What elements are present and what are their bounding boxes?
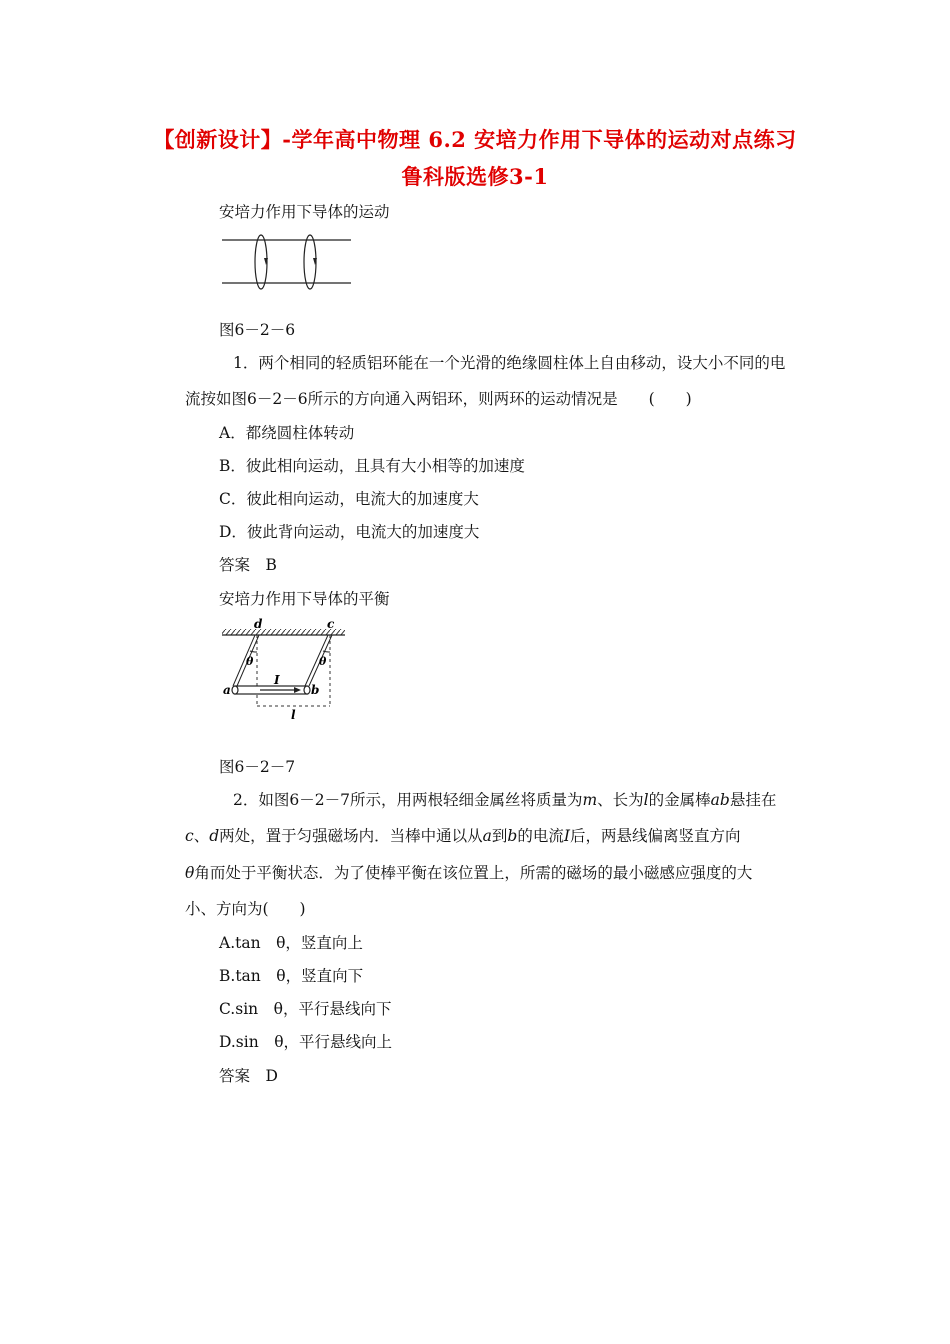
question1-line2: 流按如图6－2－6所示的方向通入两铝环，则两环的运动情况是 ( ) xyxy=(185,390,692,408)
q2-text: 、长为 xyxy=(597,791,644,809)
q2-text: 的电流 xyxy=(517,827,564,845)
var-a: a xyxy=(482,827,492,845)
section2-heading: 安培力作用下导体的平衡 xyxy=(219,590,390,608)
question2-answer: 答案 D xyxy=(219,1067,278,1085)
q2-text: 角而处于平衡状态．为了使棒平衡在该位置上，所需的磁场的最小磁感应强度的大 xyxy=(194,864,753,882)
figure-6-2-6-caption: 图6－2－6 xyxy=(219,321,296,339)
document-title-line1: 【创新设计】-学年高中物理 6.2 安培力作用下导体的运动对点练习 xyxy=(153,127,797,152)
var-I: I xyxy=(563,827,570,845)
var-l: l xyxy=(643,791,649,809)
label-c: c xyxy=(327,617,335,631)
question1-option-b: B．彼此相向运动，且具有大小相等的加速度 xyxy=(219,457,525,475)
document-title-line2: 鲁科版选修3-1 xyxy=(401,164,549,189)
question2-line1 xyxy=(233,788,776,810)
var-c: c xyxy=(185,827,194,845)
var-d: d xyxy=(209,827,220,845)
q2-text: 两处，置于匀强磁场内．当棒中通以从 xyxy=(219,827,483,845)
rod-end-b xyxy=(304,686,310,694)
q2-text: 2．如图6－2－7所示，用两根轻细金属丝将质量为 xyxy=(233,791,583,809)
question1-line1: 1．两个相同的轻质铝环能在一个光滑的绝缘圆柱体上自由移动，设大小不同的电 xyxy=(233,354,786,372)
label-a: a xyxy=(223,683,231,697)
label-d: d xyxy=(254,617,263,631)
question2-line2 xyxy=(185,824,741,846)
question2-option-d: D.sin θ，平行悬线向上 xyxy=(219,1033,393,1051)
var-b: b xyxy=(507,827,518,845)
rod-end-a xyxy=(232,686,238,694)
q2-text: 的金属棒 xyxy=(648,791,711,809)
var-theta: θ xyxy=(185,864,195,882)
question2-option-a: A.tan θ，竖直向上 xyxy=(219,934,363,952)
question2-option-b: B.tan θ，竖直向下 xyxy=(219,967,364,985)
question1-option-a: A．都绕圆柱体转动 xyxy=(219,424,355,442)
q2-text: 后，两悬线偏离竖直方向 xyxy=(570,827,741,845)
question2-line4: 小、方向为( ) xyxy=(185,900,306,918)
label-current-I: I xyxy=(274,673,280,687)
question2-option-c: C.sin θ，平行悬线向下 xyxy=(219,1000,392,1018)
label-b: b xyxy=(311,683,320,697)
question1-option-d: D．彼此背向运动，电流大的加速度大 xyxy=(219,523,480,541)
section1-heading: 安培力作用下导体的运动 xyxy=(219,203,390,221)
var-m: m xyxy=(582,791,598,809)
label-length-l: l xyxy=(291,708,296,722)
question1-option-c: C．彼此相向运动，电流大的加速度大 xyxy=(219,490,479,508)
q2-text: 悬挂在 xyxy=(729,791,777,809)
question1-answer: 答案 B xyxy=(219,556,277,574)
label-theta-right: θ xyxy=(319,655,327,668)
label-theta-left: θ xyxy=(246,655,254,668)
question2-line3 xyxy=(185,861,752,883)
q2-text: 、 xyxy=(193,827,210,845)
q2-text: 到 xyxy=(491,827,508,845)
angle-arc-left xyxy=(250,651,257,652)
figure-6-2-7-caption: 图6－2－7 xyxy=(219,758,296,776)
var-ab: ab xyxy=(710,791,730,809)
